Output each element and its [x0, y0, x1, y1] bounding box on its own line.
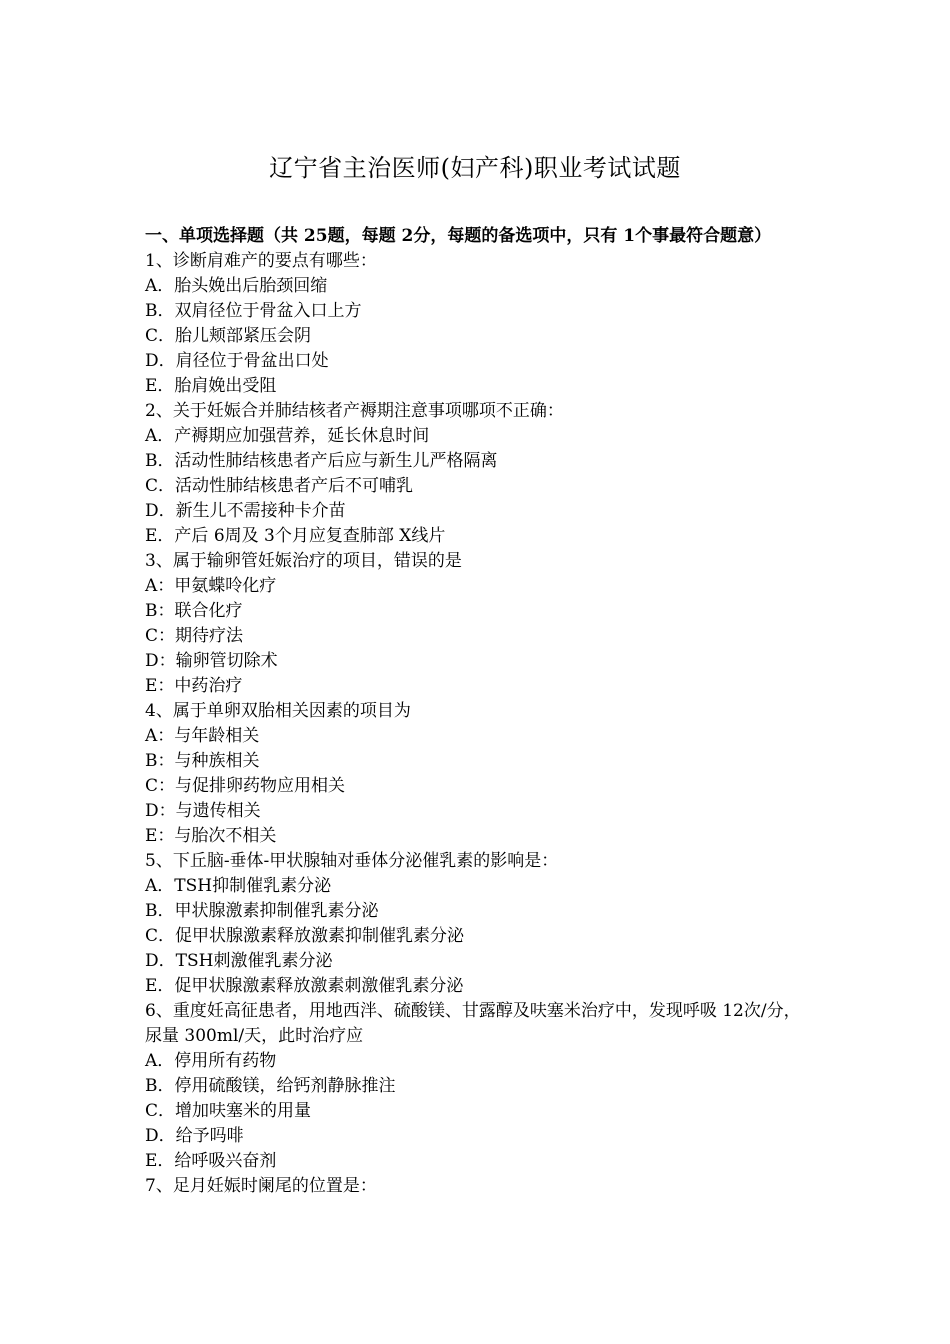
option-c: C．促甲状腺激素释放激素抑制催乳素分泌	[145, 926, 465, 946]
option-e: E．促甲状腺激素释放激素刺激催乳素分泌	[145, 976, 464, 996]
option-d: D．肩径位于骨盆出口处	[145, 351, 329, 371]
option-c: C．活动性肺结核患者产后不可哺乳	[145, 476, 414, 496]
option-e: E．给呼吸兴奋剂	[145, 1151, 277, 1171]
option-d: D：输卵管切除术	[145, 651, 278, 671]
option-b: B．甲状腺激素抑制催乳素分泌	[145, 901, 379, 921]
option-c: C：与促排卵药物应用相关	[145, 776, 346, 796]
option-e: E．胎肩娩出受阻	[145, 376, 277, 396]
option-c: C：期待疗法	[145, 626, 244, 646]
option-d: D．给予吗啡	[145, 1126, 244, 1146]
question-4	[145, 699, 815, 849]
option-e: E：与胎次不相关	[145, 826, 277, 846]
question-stem: 3、属于输卵管妊娠治疗的项目，错误的是	[145, 551, 462, 571]
question-stem: 6、重度妊高征患者，用地西泮、硫酸镁、甘露醇及呋塞米治疗中，发现呼吸 12次/分，尿量 300ml/天，此时治疗应	[145, 1001, 801, 1046]
option-c: C．增加呋塞米的用量	[145, 1101, 312, 1121]
document-body	[145, 224, 815, 1199]
option-a: A：甲氨蝶呤化疗	[145, 576, 277, 596]
section-heading: 一、单项选择题（共 25题，每题 2分，每题的备选项中，只有 1个事最符合题意）	[145, 226, 772, 246]
question-1	[145, 249, 815, 399]
option-d: D．新生儿不需接种卡介苗	[145, 501, 346, 521]
question-2	[145, 399, 815, 549]
question-3	[145, 549, 815, 699]
option-e: E：中药治疗	[145, 676, 243, 696]
option-a: A．胎头娩出后胎颈回缩	[145, 276, 328, 296]
question-7	[145, 1174, 815, 1199]
option-e: E．产后 6周及 3个月应复查肺部 X线片	[145, 526, 446, 546]
document-title: 辽宁省主治医师(妇产科)职业考试试题	[269, 154, 681, 182]
question-6	[145, 999, 815, 1174]
option-a: A：与年龄相关	[145, 726, 260, 746]
question-stem: 5、下丘脑-垂体-甲状腺轴对垂体分泌催乳素的影响是：	[145, 851, 559, 871]
option-a: A．停用所有药物	[145, 1051, 277, 1071]
question-stem: 7、足月妊娠时阑尾的位置是：	[145, 1176, 377, 1196]
option-b: B．双肩径位于骨盆入口上方	[145, 301, 362, 321]
option-a: A．产褥期应加强营养，延长休息时间	[145, 426, 430, 446]
option-b: B．活动性肺结核患者产后应与新生儿严格隔离	[145, 451, 498, 471]
option-b: B：联合化疗	[145, 601, 243, 621]
option-b: B：与种族相关	[145, 751, 260, 771]
option-b: B．停用硫酸镁，给钙剂静脉推注	[145, 1076, 396, 1096]
option-a: A．TSH抑制催乳素分泌	[145, 876, 332, 896]
question-5	[145, 849, 815, 999]
question-stem: 2、关于妊娠合并肺结核者产褥期注意事项哪项不正确：	[145, 401, 564, 421]
question-stem: 1、诊断肩难产的要点有哪些：	[145, 251, 377, 271]
option-d: D．TSH刺激催乳素分泌	[145, 951, 333, 971]
option-c: C．胎儿颊部紧压会阴	[145, 326, 312, 346]
option-d: D：与遗传相关	[145, 801, 261, 821]
question-stem: 4、属于单卵双胎相关因素的项目为	[145, 701, 411, 721]
